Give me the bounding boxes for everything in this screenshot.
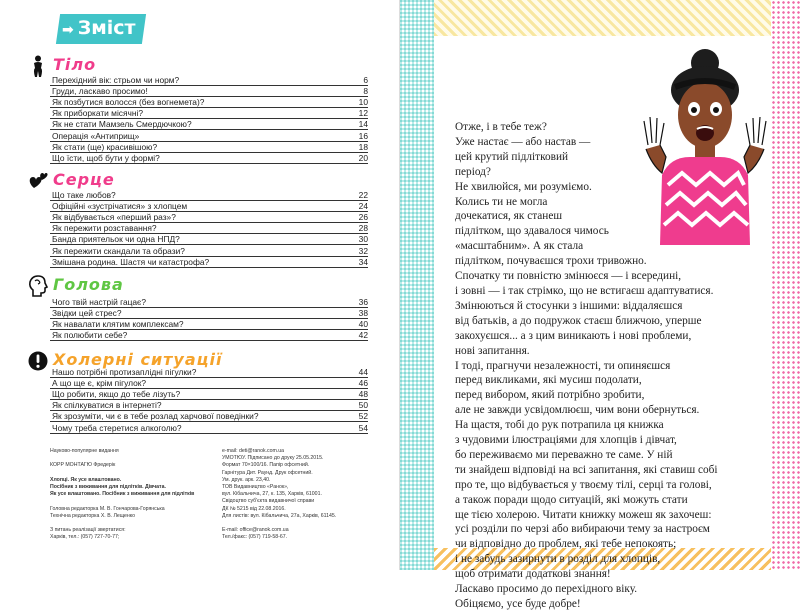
- toc-entry[interactable]: [50, 97, 368, 108]
- toc-entry-title: Нашо потрібні протизаплідні пігулки?: [52, 367, 197, 377]
- head-profile-icon: [28, 275, 48, 297]
- intro-line: Уже настає — або настав —: [455, 135, 591, 148]
- imprint-line: Тел./факс: (057) 719-58-67.: [222, 534, 288, 541]
- imprint-line: Посібник з виживання для підлітків. Дівчата.: [50, 484, 166, 491]
- toc-entry[interactable]: [50, 234, 368, 245]
- toc-entry-title: Що їсти, щоб бути у формі?: [52, 152, 160, 163]
- toc-entry-page: 16: [358, 130, 368, 141]
- toc-entry[interactable]: [50, 378, 368, 389]
- imprint-line: [50, 498, 200, 505]
- intro-line: нові запитання.: [455, 344, 530, 357]
- toc-entry-page: 42: [358, 330, 368, 341]
- toc-entry-page: 18: [358, 141, 368, 152]
- toc-entry-page: 38: [358, 308, 368, 319]
- toc-entry[interactable]: [50, 108, 368, 119]
- toc-entry[interactable]: [50, 119, 368, 130]
- section-head-mind: [28, 275, 373, 295]
- toc-entry-title: Як спілкуватися в інтернеті?: [52, 400, 162, 411]
- imprint-left: [50, 448, 200, 542]
- section-title: Холерні ситуації: [53, 350, 223, 369]
- toc-entry-title: Операція «Антиприщ»: [52, 130, 140, 141]
- toc-entry[interactable]: [50, 201, 368, 212]
- toc-entry-page: 20: [358, 152, 368, 163]
- toc-entry-title: Як приборкати місячні?: [52, 108, 144, 119]
- toc-entry-title: Офіційні «зустрічатися» з хлопцем: [52, 201, 188, 212]
- toc-entry-title: Як полюбити себе?: [52, 330, 128, 341]
- intro-line: перед вибором, який потрібно зробити,: [455, 389, 645, 402]
- toc-entry-page: 34: [358, 256, 368, 267]
- intro-line: І тоді, прагнучи незалежності, ти опиняєшся: [455, 359, 671, 372]
- section-title: Тіло: [53, 55, 97, 74]
- toc-entry-page: 54: [358, 422, 368, 433]
- toc-entry[interactable]: [50, 246, 368, 257]
- toc-entry[interactable]: [50, 367, 368, 378]
- toc-entry-page: 8: [363, 86, 368, 97]
- intro-line: Отже, і в тебе теж?: [455, 121, 547, 133]
- decor-stripe-top: [434, 0, 800, 36]
- toc-entry-title: Як позбутися волосся (без вогнемета)?: [52, 97, 205, 108]
- intro-line: ти знайдеш відповіді на всі запитання, які ставиш собі: [455, 463, 718, 476]
- toc-entry-title: Як зрозуміти, чи є в тебе розлад харчової поведінки?: [52, 411, 259, 422]
- imprint-line: Гарнітура Дит. Раунд. Друк офсетний.: [222, 469, 313, 476]
- toc-entry-page: 10: [358, 97, 368, 108]
- toc-entry[interactable]: [50, 389, 368, 400]
- toc-entry-title: Як навалати клятим комплексам?: [52, 319, 184, 330]
- section-title: Голова: [53, 275, 124, 294]
- toc-entry-page: 22: [358, 190, 368, 200]
- toc-entry-page: 52: [358, 411, 368, 422]
- imprint-line: КОРР МОНТАГЮ Фредерік: [50, 462, 116, 469]
- toc-entry-title: Банда приятельок чи одна НПД?: [52, 234, 180, 245]
- imprint-line: вул. Кібальчича, 27, к. 135, Харків, 61001.: [222, 491, 322, 498]
- body-silhouette-icon: [28, 55, 48, 77]
- imprint-line: ДК № 5215 від 22.08.2016.: [222, 505, 286, 512]
- imprint-line: [50, 520, 200, 527]
- toc-entry-title: А що ще є, крім пігулок?: [52, 378, 147, 389]
- imprint-line: Технічна редакторка Х. В. Лещенко: [50, 512, 135, 519]
- imprint-line: Хлопці. Як усе влаштовано.: [50, 476, 122, 483]
- imprint-line: Свідоцтво суб'єкта видавничої справи: [222, 498, 315, 505]
- intro-line: від батьків, а до подружок стаєш ближчою, уперше: [455, 314, 702, 327]
- intro-line: дочекатися, як станеш: [455, 210, 563, 223]
- imprint-line: [222, 520, 372, 527]
- section-head: [28, 55, 373, 75]
- imprint-line: Формат 70×100/16. Папір офсетний.: [222, 462, 310, 469]
- toc-entry[interactable]: [50, 330, 368, 341]
- imprint-line: [50, 470, 200, 477]
- exclamation-icon: [28, 350, 48, 372]
- toc-entry-page: 36: [358, 297, 368, 307]
- intro-line: закохуєшся... а з цим виникають і нові проблеми,: [455, 329, 692, 342]
- toc-entry-page: 26: [358, 212, 368, 223]
- intro-line: і не забудь зазирнути в розділ для хлопців,: [455, 553, 661, 566]
- intro-line: бо переживаємо ми переважно те саме. У ній: [455, 448, 673, 461]
- arrow-right-icon: ➡: [62, 22, 74, 38]
- toc-entry[interactable]: [50, 319, 368, 330]
- intro-line: підлітком, що здавалося чимось: [455, 225, 609, 238]
- section-title: Серце: [53, 170, 115, 189]
- hearts-icon: [28, 170, 48, 192]
- intro-line: Змінюються й стосунки з іншими: віддаляєшся: [455, 299, 683, 312]
- intro-line: ще тією холерою. Читати книжку можеш як захочеш:: [455, 508, 712, 521]
- imprint-line: Ум. друк. арк. 23,40.: [222, 476, 271, 483]
- toc-entry-title: Як відбувається «перший раз»?: [52, 212, 176, 223]
- imprint-line: Головна редакторка М. В. Гончарова-Горянська: [50, 505, 165, 512]
- toc-entry[interactable]: [50, 142, 368, 153]
- toc-entry[interactable]: [50, 257, 368, 268]
- toc-entry-page: 48: [358, 389, 368, 400]
- toc-entry[interactable]: [50, 212, 368, 223]
- toc-entry-page: 30: [358, 234, 368, 245]
- toc-entry-page: 46: [358, 378, 368, 389]
- toc-entry-title: Як стати (ще) красивішою?: [52, 141, 158, 152]
- toc-entry-title: Як пережити скандали та образи?: [52, 245, 185, 256]
- intro-line: цей крутий підлітковий: [455, 150, 569, 163]
- intro-line: про те, що відбувається у твоєму тілі, серці та голові,: [455, 478, 712, 491]
- toc-entry[interactable]: [50, 75, 368, 86]
- intro-line: Спочатку ти повністю змінюєся — і всередині,: [455, 270, 682, 283]
- intro-line: «масштабним». А як стала: [455, 240, 584, 253]
- intro-text: [455, 120, 775, 612]
- section-heart: [28, 170, 373, 190]
- toc-entry-page: 12: [358, 108, 368, 119]
- section-head: [28, 275, 373, 295]
- section-head: [28, 170, 373, 190]
- toc-entry-page: 6: [363, 75, 368, 85]
- toc-entry-page: 28: [358, 223, 368, 234]
- imprint-line: [50, 455, 200, 462]
- toc-entry[interactable]: [50, 86, 368, 97]
- imprint-line: E-mail: office@ranok.com.ua: [222, 527, 289, 534]
- toc-entry[interactable]: [50, 131, 368, 142]
- intro-line: усі розділи по черзі або вибираючи тему за настроєм: [455, 523, 710, 536]
- toc-entry-title: Що таке любов?: [52, 190, 116, 200]
- intro-line: період?: [455, 165, 491, 178]
- intro-line: перед викликами, які мусиш подолати,: [455, 374, 642, 387]
- decor-dots-right: [771, 0, 800, 570]
- intro-line: Колись ти не могла: [455, 195, 548, 208]
- toc-title: [62, 17, 136, 39]
- intro-line: Обіцяємо, усе буде добре!: [455, 598, 581, 610]
- toc-entry-page: 50: [358, 400, 368, 411]
- toc-entry[interactable]: [50, 297, 368, 308]
- toc-entry-title: Що робити, якщо до тебе лізуть?: [52, 389, 181, 400]
- toc-entry-page: 14: [358, 119, 368, 130]
- intro-line: Ласкаво просимо до перехідного віку.: [455, 583, 638, 596]
- toc-entry[interactable]: [50, 153, 368, 164]
- imprint-line: Харків, тел.: (057) 727-70-77;: [50, 534, 120, 541]
- decor-stripe-left: [400, 0, 434, 570]
- toc-entry[interactable]: [50, 190, 368, 201]
- toc-entry[interactable]: [50, 400, 368, 411]
- imprint-line: ТОВ Видавництво «Ранок»,: [222, 484, 289, 491]
- imprint-right: [222, 448, 372, 542]
- toc-entry-title: Чому треба стеретися алкоголю?: [52, 422, 182, 433]
- toc-entry-title: Як пережити розставання?: [52, 223, 157, 234]
- toc-entry[interactable]: [50, 423, 368, 434]
- intro-line: але не завжди усвідомлюєш, чим вони обернуться.: [455, 404, 700, 417]
- imprint-line: Для листів: вул. Кібальчича, 27а, Харків, 61145.: [222, 512, 337, 519]
- toc-entry-title: Як не стати Мамзель Смердючкою?: [52, 119, 192, 130]
- toc-entry-page: 24: [358, 201, 368, 212]
- imprint-line: Науково-популярне видання: [50, 448, 119, 454]
- toc-title-text: Зміст: [77, 17, 136, 39]
- toc-entry-title: Чого твій настрій гацає?: [52, 297, 146, 307]
- toc-entry-title: Перехідний вік: стрьом чи норм?: [52, 75, 180, 85]
- intro-line: з чудовими ілюстраціями для хлопців і дівчат,: [455, 434, 677, 447]
- toc-entry-title: Груди, ласкаво просимо!: [52, 86, 148, 97]
- toc-entry-page: 40: [358, 319, 368, 330]
- imprint-line: e-mail: deti@ranok.com.ua: [222, 448, 285, 454]
- toc-entry-title: Звідки цей стрес?: [52, 308, 122, 319]
- intro-line: Не хвилюйся, ми розуміємо.: [455, 180, 592, 193]
- intro-line: чи відповідно до проблем, які тебе непокоять;: [455, 538, 677, 551]
- section-body: [28, 55, 373, 75]
- toc-entry[interactable]: [50, 411, 368, 422]
- intro-line: підлітком, почуваєшся трохи тривожно.: [455, 255, 647, 268]
- intro-line: На щастя, тобі до рук потрапила ця книжка: [455, 419, 664, 432]
- toc-entry-page: 32: [358, 245, 368, 256]
- intro-line: а також поради щодо ситуацій, які можуть стати: [455, 493, 688, 506]
- toc-entry[interactable]: [50, 223, 368, 234]
- toc-entry[interactable]: [50, 308, 368, 319]
- toc-entry-title: Змішана родина. Шастя чи катастрофа?: [52, 256, 210, 267]
- imprint-line: З питань реалізації звертатися:: [50, 527, 126, 534]
- imprint-line: Як усе влаштовано. Посібник з виживання для підлітків: [50, 491, 195, 498]
- imprint-line: УМОТЮУ. Підписано до друку 25.05.2015.: [222, 455, 324, 462]
- intro-line: щоб отримати додаткові знання!: [455, 568, 611, 581]
- toc-entry-page: 44: [358, 367, 368, 377]
- intro-line: і зовні — і так стрімко, що не встигаєш адаптуватися.: [455, 284, 714, 297]
